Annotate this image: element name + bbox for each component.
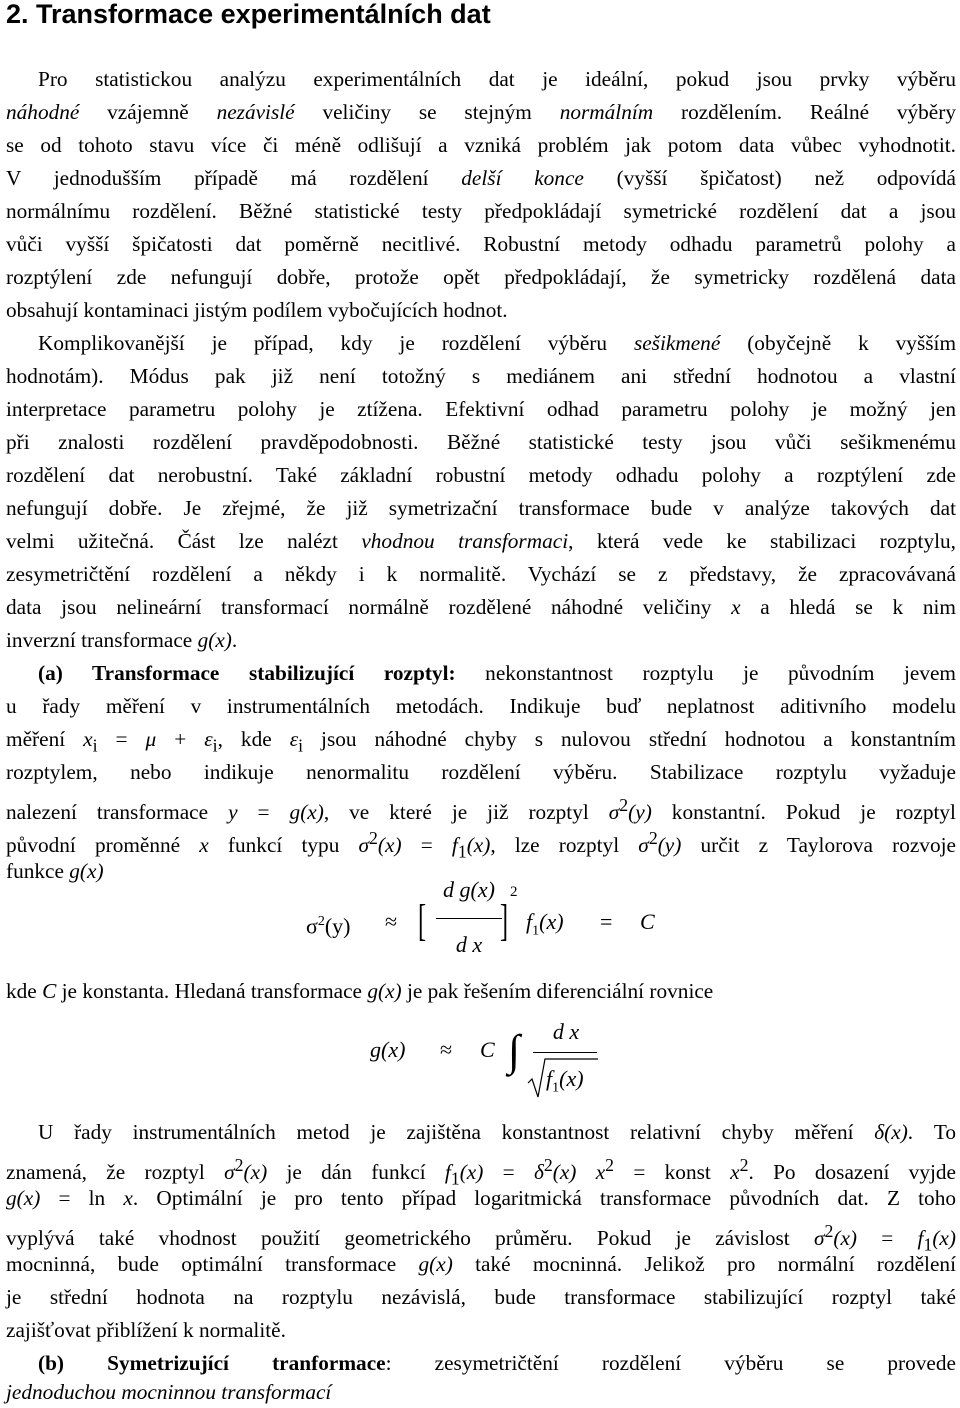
math-sup: 2 bbox=[648, 828, 658, 848]
math-var: σ bbox=[638, 833, 649, 858]
emphasis-sesikmene: sešikmené bbox=[633, 331, 721, 355]
math-sub: 1 bbox=[450, 1168, 460, 1189]
paragraph-3-line-5 bbox=[6, 789, 956, 825]
math-var: y bbox=[228, 800, 238, 825]
math-var: μ bbox=[145, 727, 157, 751]
paragraph-5-line-6: je střední hodnota na rozptylu nezávislá, bude transformace stabilizující rozptyl také bbox=[6, 1285, 956, 1309]
emphasis-vhodnou-transformaci: vhodnou transformaci bbox=[361, 529, 569, 553]
text-run: = bbox=[97, 727, 146, 751]
paragraph-3-line-7 bbox=[6, 855, 104, 887]
text-run: funkcí typu bbox=[208, 833, 359, 858]
text-run: = bbox=[237, 800, 290, 825]
math-var: (y) bbox=[657, 833, 682, 858]
text-run: a hledá se k nim bbox=[740, 595, 956, 619]
text-run: původní proměnné bbox=[6, 833, 200, 858]
bracket-exponent: 2 bbox=[510, 884, 518, 900]
text-run: také mocninná. Jelikož pro normální rozdělení bbox=[452, 1252, 956, 1276]
text-run: určit z Taylorova rozvoje bbox=[681, 833, 956, 858]
text-run: měření bbox=[6, 727, 84, 751]
text-run: = ln bbox=[40, 1186, 124, 1210]
math-var: (x) bbox=[243, 1160, 268, 1185]
math-var: g(x) bbox=[197, 628, 232, 652]
text-run: = bbox=[401, 833, 452, 858]
paragraph-6-line-2: jednoduchou mocninnou transformací bbox=[6, 1380, 332, 1404]
math-sub: i bbox=[212, 735, 218, 756]
text-run: . To bbox=[907, 1120, 956, 1144]
text-run: + bbox=[156, 727, 205, 751]
text-run: , ve které je již rozptyl bbox=[323, 800, 609, 825]
paragraph-1-line-3: se od tohoto stavu více či méně odlišují a vzniká problém jak potom data vůbec vyhodnotit. bbox=[6, 133, 956, 157]
math-sub: 1 bbox=[552, 1080, 560, 1096]
paragraph-1-line-2 bbox=[6, 96, 956, 128]
math-sub: 1 bbox=[923, 1234, 933, 1255]
bold-lead-a: (a) Transformace stabilizující rozptyl: bbox=[38, 661, 456, 685]
text-run: . Optimální je pro tento případ logaritmická transformace původních dat. Z toho bbox=[132, 1186, 956, 1210]
math-var: g(x) bbox=[69, 859, 104, 883]
math-var: x bbox=[199, 833, 209, 858]
math-var: (x) bbox=[833, 1226, 858, 1251]
eq1-denominator: d x bbox=[455, 932, 483, 957]
text-run: , která vede ke stabilizaci rozptylu, bbox=[568, 529, 956, 553]
math-var: f bbox=[451, 833, 458, 858]
paragraph-2-line-5: rozdělení dat nerobustní. Také základní robustní metody odhadu polohy a rozptýlení zde bbox=[6, 463, 956, 487]
math-var: σ bbox=[813, 1226, 825, 1251]
text-run: kde bbox=[6, 979, 43, 1003]
math-var: ε bbox=[204, 727, 213, 751]
math-sup: 2 bbox=[619, 795, 629, 815]
math-var: (x) x bbox=[552, 1160, 606, 1185]
paragraph-2-line-3: interpretace parametru polohy je ztížena. Efektivní odhad parametru polohy je možný jen bbox=[6, 397, 956, 421]
text-run: mocninná, bude optimální transformace bbox=[6, 1252, 419, 1276]
text-run: = bbox=[857, 1226, 918, 1251]
approx-symbol: ≈ bbox=[440, 1037, 453, 1062]
math-var: x bbox=[730, 1160, 740, 1185]
paragraph-2-line-7 bbox=[6, 525, 956, 557]
text-run: , lze rozptyl bbox=[490, 833, 639, 858]
text-run: je dán funkcí bbox=[267, 1160, 445, 1185]
math-var: (x) bbox=[459, 1160, 484, 1185]
math-var: g(x) bbox=[6, 1186, 41, 1210]
math-var: ε bbox=[289, 727, 299, 751]
equals-symbol: = bbox=[600, 909, 613, 934]
paragraph-1-line-6: vůči vyšší špičatosti dat poměrně necitlivé. Robustní metody odhadu parametrů polohy a bbox=[6, 232, 956, 256]
paragraph-5-line-4 bbox=[6, 1215, 956, 1255]
left-bracket: [ bbox=[418, 896, 427, 945]
text-run: data jsou nelineární transformací normálně rozdělené náhodné veličiny bbox=[6, 595, 732, 619]
eq2-lhs: g(x) bbox=[370, 1037, 406, 1062]
text-run: vzájemně bbox=[79, 100, 217, 124]
math-var: g(x) bbox=[289, 800, 324, 825]
math-var: (y) bbox=[324, 913, 351, 939]
paragraph-5-line-3 bbox=[6, 1182, 956, 1214]
paragraph-5-line-1 bbox=[38, 1116, 956, 1148]
math-sub: i bbox=[92, 735, 98, 756]
right-bracket: ] bbox=[500, 896, 509, 945]
paragraph-3-line-1 bbox=[38, 657, 956, 689]
text-run: (obyčejně k vyšším bbox=[720, 331, 957, 355]
paragraph-1-line-7: rozptýlení zde nefungují dobře, protože opět předpokládají, že symetricky rozdělená data bbox=[6, 265, 956, 289]
paragraph-3-line-6 bbox=[6, 822, 956, 862]
math-var: f bbox=[444, 1160, 451, 1185]
math-sup: 2 bbox=[317, 914, 325, 929]
text-run: vyplývá také vhodnost použití geometrického průměru. Pokud je závislost bbox=[6, 1226, 814, 1251]
math-var: f bbox=[917, 1226, 924, 1251]
math-sup: 2 bbox=[234, 1155, 244, 1175]
text-run: . bbox=[231, 628, 238, 652]
text-run: = konst bbox=[614, 1160, 731, 1185]
text-run: : zesymetričtění rozdělení výběru se provede bbox=[385, 1351, 956, 1375]
paragraph-1-line-1: Pro statistickou analýzu experimentálních dat je ideální, pokud jsou prvky výběru bbox=[38, 67, 956, 91]
math-var: f bbox=[526, 909, 533, 934]
text-run: Komplikovanější je případ, kdy je rozdělení výběru bbox=[38, 331, 634, 355]
paragraph-2-line-4: při znalosti rozdělení pravděpodobnosti. Běžné statistické testy jsou vůči sešikmenému bbox=[6, 430, 956, 454]
paragraph-2-line-9 bbox=[6, 591, 956, 623]
paragraph-2-line-8: zesymetričtění rozdělení a někdy i k normalitě. Vychází se z představy, že zpracovávaná bbox=[6, 562, 956, 586]
paragraph-1-line-8: obsahují kontaminaci jistým podílem vybočujících hodnot. bbox=[6, 298, 508, 322]
math-var: x bbox=[83, 727, 93, 751]
constant-c: C bbox=[640, 909, 655, 934]
text-run: je konstanta. Hledaná transformace bbox=[56, 979, 368, 1003]
constant-c: C bbox=[480, 1037, 495, 1062]
math-var: δ bbox=[533, 1160, 544, 1185]
math-sub: 1 bbox=[532, 923, 540, 939]
paragraph-2-line-1 bbox=[38, 327, 956, 359]
text-run: velmi užitečná. Část lze nalézt bbox=[6, 529, 362, 553]
text-run: konstantní. Pokud je rozptyl bbox=[651, 800, 956, 825]
text-run: nalezení transformace bbox=[6, 800, 229, 825]
math-sub: i bbox=[298, 735, 304, 756]
fraction-bar bbox=[436, 918, 502, 919]
text-run: funkce bbox=[6, 859, 70, 883]
eq1-numerator: d g(x) bbox=[443, 877, 495, 902]
math-var: δ(x) bbox=[874, 1120, 908, 1144]
paragraph-2-line-2: hodnotám). Módus pak již není totožný s mediánem ani střední hodnotou a vlastní bbox=[6, 364, 956, 388]
eq1-f1 bbox=[526, 906, 564, 947]
math-sup: 2 bbox=[543, 1155, 553, 1175]
emphasis-nahodne: náhodné bbox=[6, 100, 80, 124]
paragraph-1-line-4 bbox=[6, 162, 956, 194]
math-var: (x) bbox=[932, 1226, 956, 1251]
math-sup: 2 bbox=[739, 1155, 749, 1175]
math-var: (y) bbox=[628, 800, 652, 825]
math-var: g(x) bbox=[367, 979, 402, 1003]
math-sup: 2 bbox=[369, 828, 378, 848]
section-heading: 2. Transformace experimentálních dat bbox=[6, 0, 491, 29]
math-var: x bbox=[123, 1186, 133, 1210]
eq2-denominator bbox=[546, 1063, 584, 1104]
bold-lead-b: (b) Symetrizující tranformace bbox=[38, 1351, 386, 1375]
emphasis-normalnim: normálním bbox=[559, 100, 654, 124]
math-var: x bbox=[731, 595, 741, 619]
integral-sign: ∫ bbox=[508, 1026, 521, 1075]
text-run: inverzní transformace bbox=[6, 628, 198, 652]
text-run: = bbox=[483, 1160, 534, 1185]
paragraph-3-line-4: rozptylem, nebo indikuje nenormalitu rozdělení výběru. Stabilizace rozptylu vyžaduje bbox=[6, 760, 956, 784]
paragraph-1-line-5: normálnímu rozdělení. Běžné statistické testy předpokládají symetrické rozdělení dat a jsou bbox=[6, 199, 956, 223]
math-var: σ bbox=[608, 800, 620, 825]
text-run: znamená, že rozptyl bbox=[6, 1160, 225, 1185]
math-var: σ bbox=[358, 833, 370, 858]
text-run: U řady instrumentálních metod je zajištěna konstantnost relativní chyby měření bbox=[38, 1120, 875, 1144]
math-var: (x) bbox=[539, 909, 564, 934]
emphasis-nezavisle: nezávislé bbox=[216, 100, 295, 124]
paragraph-4-line-1 bbox=[6, 975, 713, 1007]
math-sup: 2 bbox=[824, 1221, 834, 1241]
text-run: nekonstantnost rozptylu je původním jevem bbox=[455, 661, 956, 685]
math-var: C bbox=[42, 979, 57, 1003]
eq1-lhs bbox=[306, 906, 351, 942]
paragraph-5-line-7: zajišťovat přiblížení k normalitě. bbox=[6, 1318, 286, 1342]
math-sub: 1 bbox=[457, 841, 467, 862]
text-run: veličiny se stejným bbox=[294, 100, 560, 124]
math-var: (x) bbox=[466, 833, 491, 858]
math-var: f bbox=[546, 1066, 553, 1091]
text-run: jsou náhodné chyby s nulovou střední hodnotou a konstantním bbox=[303, 727, 956, 751]
paragraph-5-line-5 bbox=[6, 1248, 956, 1280]
text-run: V jednodušším případě má rozdělení bbox=[6, 166, 462, 190]
text-run: . Po dosazení vyjde bbox=[748, 1160, 957, 1185]
paragraph-2-line-10 bbox=[6, 624, 237, 656]
math-var: (x) bbox=[559, 1066, 584, 1091]
text-run: , kde bbox=[217, 727, 290, 751]
paragraph-3-line-2: u řady měření v instrumentálních metodách. Indikuje buď neplatnost aditivního modelu bbox=[6, 694, 956, 718]
math-var: σ bbox=[306, 913, 318, 939]
paragraph-5-line-2 bbox=[6, 1149, 957, 1189]
paragraph-6-line-1 bbox=[38, 1347, 956, 1379]
text-run: rozdělením. Reálné výběry bbox=[653, 100, 956, 124]
emphasis-delsi-konce: delší konce bbox=[461, 166, 584, 190]
math-var: (x) bbox=[377, 833, 402, 858]
paragraph-3-line-3 bbox=[6, 723, 956, 755]
eq2-numerator: d x bbox=[552, 1019, 580, 1044]
text-run: je pak řešením diferenciální rovnice bbox=[401, 979, 714, 1003]
approx-symbol: ≈ bbox=[385, 909, 398, 934]
math-var: g(x) bbox=[418, 1252, 453, 1276]
math-var: σ bbox=[224, 1160, 235, 1185]
paragraph-2-line-6: nefungují dobře. Je zřejmé, že již symetrizační transformace bude v analýze takových dat bbox=[6, 496, 956, 520]
fraction-bar bbox=[533, 1052, 597, 1053]
text-run: (vyšší špičatost) než odpovídá bbox=[583, 166, 956, 190]
math-sup: 2 bbox=[605, 1155, 615, 1175]
